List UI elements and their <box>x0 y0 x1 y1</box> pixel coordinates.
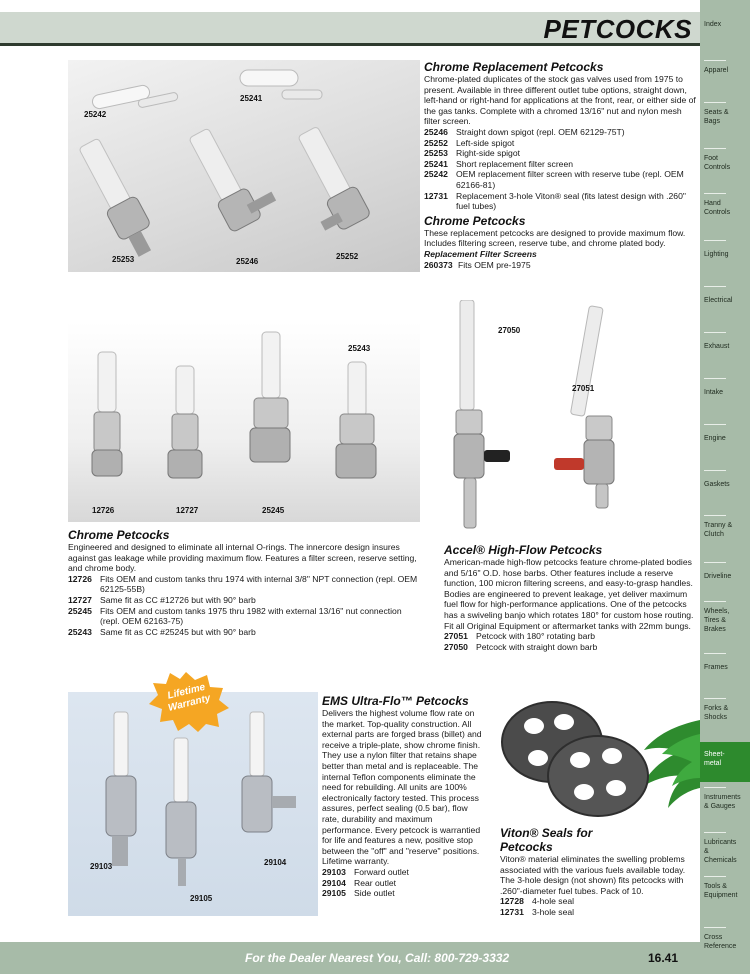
sidebar-item-wheels-tires-brakes[interactable]: Wheels, Tires & Brakes <box>700 607 734 647</box>
page-number: 16.41 <box>647 951 678 965</box>
sidebar-item-engine[interactable]: Engine <box>700 434 750 474</box>
photo-label: 12727 <box>176 506 199 515</box>
sidebar-item-seats-bags[interactable]: Seats & Bags <box>700 108 734 148</box>
sidebar-item-apparel[interactable]: Apparel <box>700 66 750 106</box>
part-row: 25243 Same fit as CC #25245 but with 90° barb <box>68 626 256 637</box>
part-row: 12726 Fits OEM and custom tanks thru 1974 with internal 3/8" NPT connection (repl. OEM 62125-55B) <box>68 573 418 595</box>
sidebar-item-electrical[interactable]: Electrical <box>700 296 750 336</box>
section-chrome-petcocks <box>68 528 420 637</box>
part-row: 29105 Side outlet <box>322 888 395 899</box>
section-title: EMS Ultra-Flo™ Petcocks <box>322 694 469 708</box>
photo-label: 25241 <box>240 94 263 103</box>
part-row: 25242 OEM replacement filter screen with reserve tube (repl. OEM 62166-81) <box>424 169 684 190</box>
sidebar-item-index[interactable]: Index <box>704 21 722 28</box>
part-row: 25253 Right-side spigot <box>424 148 521 159</box>
section-accel <box>444 543 696 652</box>
page-footer <box>0 942 700 974</box>
section-intro: Viton® material eliminates the swelling problems associated with the various fuels available today. The 3-hole design (not shown) fits petcocks with .260"-diameter fuel tubes. Pack of 10. <box>500 854 686 896</box>
part-row: 12728 4-hole seal <box>500 896 575 907</box>
photo-label: 25242 <box>84 110 107 119</box>
sidebar-item-hand-controls[interactable]: Hand Controls <box>700 199 740 239</box>
part-row: 27050 Petcock with straight down barb <box>444 641 598 652</box>
sidebar-item-intake[interactable]: Intake <box>700 388 750 428</box>
part-row: 29104 Rear outlet <box>322 877 397 888</box>
viton-seals-image <box>494 696 654 820</box>
photo-accel-petcocks <box>430 300 648 540</box>
part-row: 25252 Left-side spigot <box>424 137 515 148</box>
petcock-illustration <box>430 300 648 540</box>
photo-label: 25252 <box>336 252 359 261</box>
sidebar-item-forks-shocks[interactable]: Forks & Shocks <box>700 704 734 744</box>
sidebar-item-frames[interactable]: Frames <box>700 663 750 703</box>
section-intro: American-made high-flow petcocks feature chrome-plated bodies and 5/16" O.D. hose barbs. Other features include a reserve function, 100 micron filtering screens, and easy-to-grasp handles. Bodies are engineered to prevent leakage, yet deliver maximum fuel flow for high-performance applications. One of the petcocks has a swiveling banjo which rotates 180° for custom hose routing. Fit all Original Equipment or aftermarket tanks with 22mm bungs. <box>444 557 694 631</box>
part-row: 12727 Same fit as CC #12726 but with 90° barb <box>68 594 256 605</box>
section-intro: Engineered and designed to eliminate all internal O-rings. The innercore design insures against gas leakage while providing maximum flow. Features a filter screen, reserve setting, and chrome body. <box>68 542 417 574</box>
sidebar-item-gaskets[interactable]: Gaskets <box>700 480 750 520</box>
part-row: 25246 Straight down spigot (repl. OEM 62129-75T) <box>424 126 625 137</box>
part-row: 12731 Replacement 3-hole Viton® seal (fits latest design with .260" fuel tubes) <box>424 190 686 212</box>
sidebar-item-tranny-clutch[interactable]: Tranny & Clutch <box>700 521 734 561</box>
section-viton <box>500 826 696 918</box>
section-title: Chrome Petcocks <box>424 213 526 228</box>
photo-chrome-replacement-petcocks <box>68 60 420 272</box>
photo-label: 25246 <box>236 257 259 266</box>
sidebar-item-sheet-metal[interactable]: Sheet- metal <box>700 742 750 782</box>
part-row: 29103 Forward outlet <box>322 866 409 877</box>
photo-label: 29104 <box>264 858 287 867</box>
petcock-illustration <box>68 60 420 272</box>
part-row: 260373 Fits OEM pre-1975 <box>424 259 531 270</box>
part-row: 27051 Petcock with 180° rotating barb <box>444 631 596 642</box>
section-sidebar <box>700 0 750 974</box>
photo-label: 25243 <box>348 344 371 353</box>
sidebar-item-tools-equipment[interactable]: Tools & Equipment <box>700 882 740 922</box>
section-title: Chrome Replacement Petcocks <box>424 60 604 74</box>
sidebar-item-instruments-gauges[interactable]: Instruments & Gauges <box>700 793 742 833</box>
sidebar-item-cross-reference[interactable]: Cross Reference <box>700 933 744 963</box>
sidebar-item-lubricants-chemicals[interactable]: Lubricants & Chemicals <box>700 838 742 878</box>
photo-label: 12726 <box>92 506 115 515</box>
photo-label: 25245 <box>262 506 285 515</box>
section-ems <box>322 694 484 899</box>
photo-label: 27051 <box>572 384 595 393</box>
photo-label: 25253 <box>112 255 135 264</box>
sidebar-item-foot-controls[interactable]: Foot Controls <box>700 154 740 194</box>
sidebar-item-lighting[interactable]: Lighting <box>700 250 750 290</box>
section-intro: Delivers the highest volume flow rate on the market. Top-quality construction. All external parts are forged brass (billet) and receive a triple-plate, show chrome finish. They use a nylon filter that retains shape better than metal and is replaceable. The internal Teflon components eliminate the need for rebuilding. All units are 100% electronically factory tested. This process assures, perfect sealing (0.5 bar), flow rate, durability and maximum performance. Every petcock is warrantied for life and features a new, positive stop between the "off" and "reserve" positions. Lifetime warranty. <box>322 708 482 867</box>
photo-label: 29103 <box>90 862 113 871</box>
page-header <box>0 0 700 46</box>
part-row: 12731 3-hole seal <box>500 906 575 917</box>
section-intro: These replacement petcocks are designed to provide maximum flow. Includes filtering screen, reserve tube, and chrome plated body. <box>424 227 686 249</box>
photo-label: 27050 <box>498 326 521 335</box>
badge-text: Lifetime Warranty <box>166 681 212 714</box>
section-chrome-replacement <box>424 60 696 270</box>
subsection-title: Replacement Filter Screens <box>424 248 537 259</box>
part-row: 25245 Fits OEM and custom tanks 1975 thru 1982 with external 13/16" nut connection (repl. OEM 62163-75) <box>68 605 402 627</box>
page-title: PETCOCKS <box>543 14 692 44</box>
photo-chrome-petcocks <box>68 322 420 522</box>
dealer-call-to-action: For the Dealer Nearest You, Call: 800-729-3332 <box>245 951 510 965</box>
photo-label: 29105 <box>190 894 213 903</box>
section-title: Viton® Seals for Petcocks <box>500 826 593 854</box>
sidebar-item-exhaust[interactable]: Exhaust <box>700 342 750 382</box>
section-title: Chrome Petcocks <box>68 528 170 542</box>
sidebar-item-driveline[interactable]: Driveline <box>700 572 750 612</box>
part-row: 25241 Short replacement filter screen <box>424 158 574 169</box>
section-intro: Chrome-plated duplicates of the stock gas valves used from 1975 to present. Available in three different outlet tube options, straight down, left-hand or right-hand for applications at the front, rear, or either side of the gas tanks. Complete with a chromed 13/16" nut and nylon mesh filter screen. <box>424 74 696 127</box>
section-title: Accel® High-Flow Petcocks <box>444 543 603 557</box>
